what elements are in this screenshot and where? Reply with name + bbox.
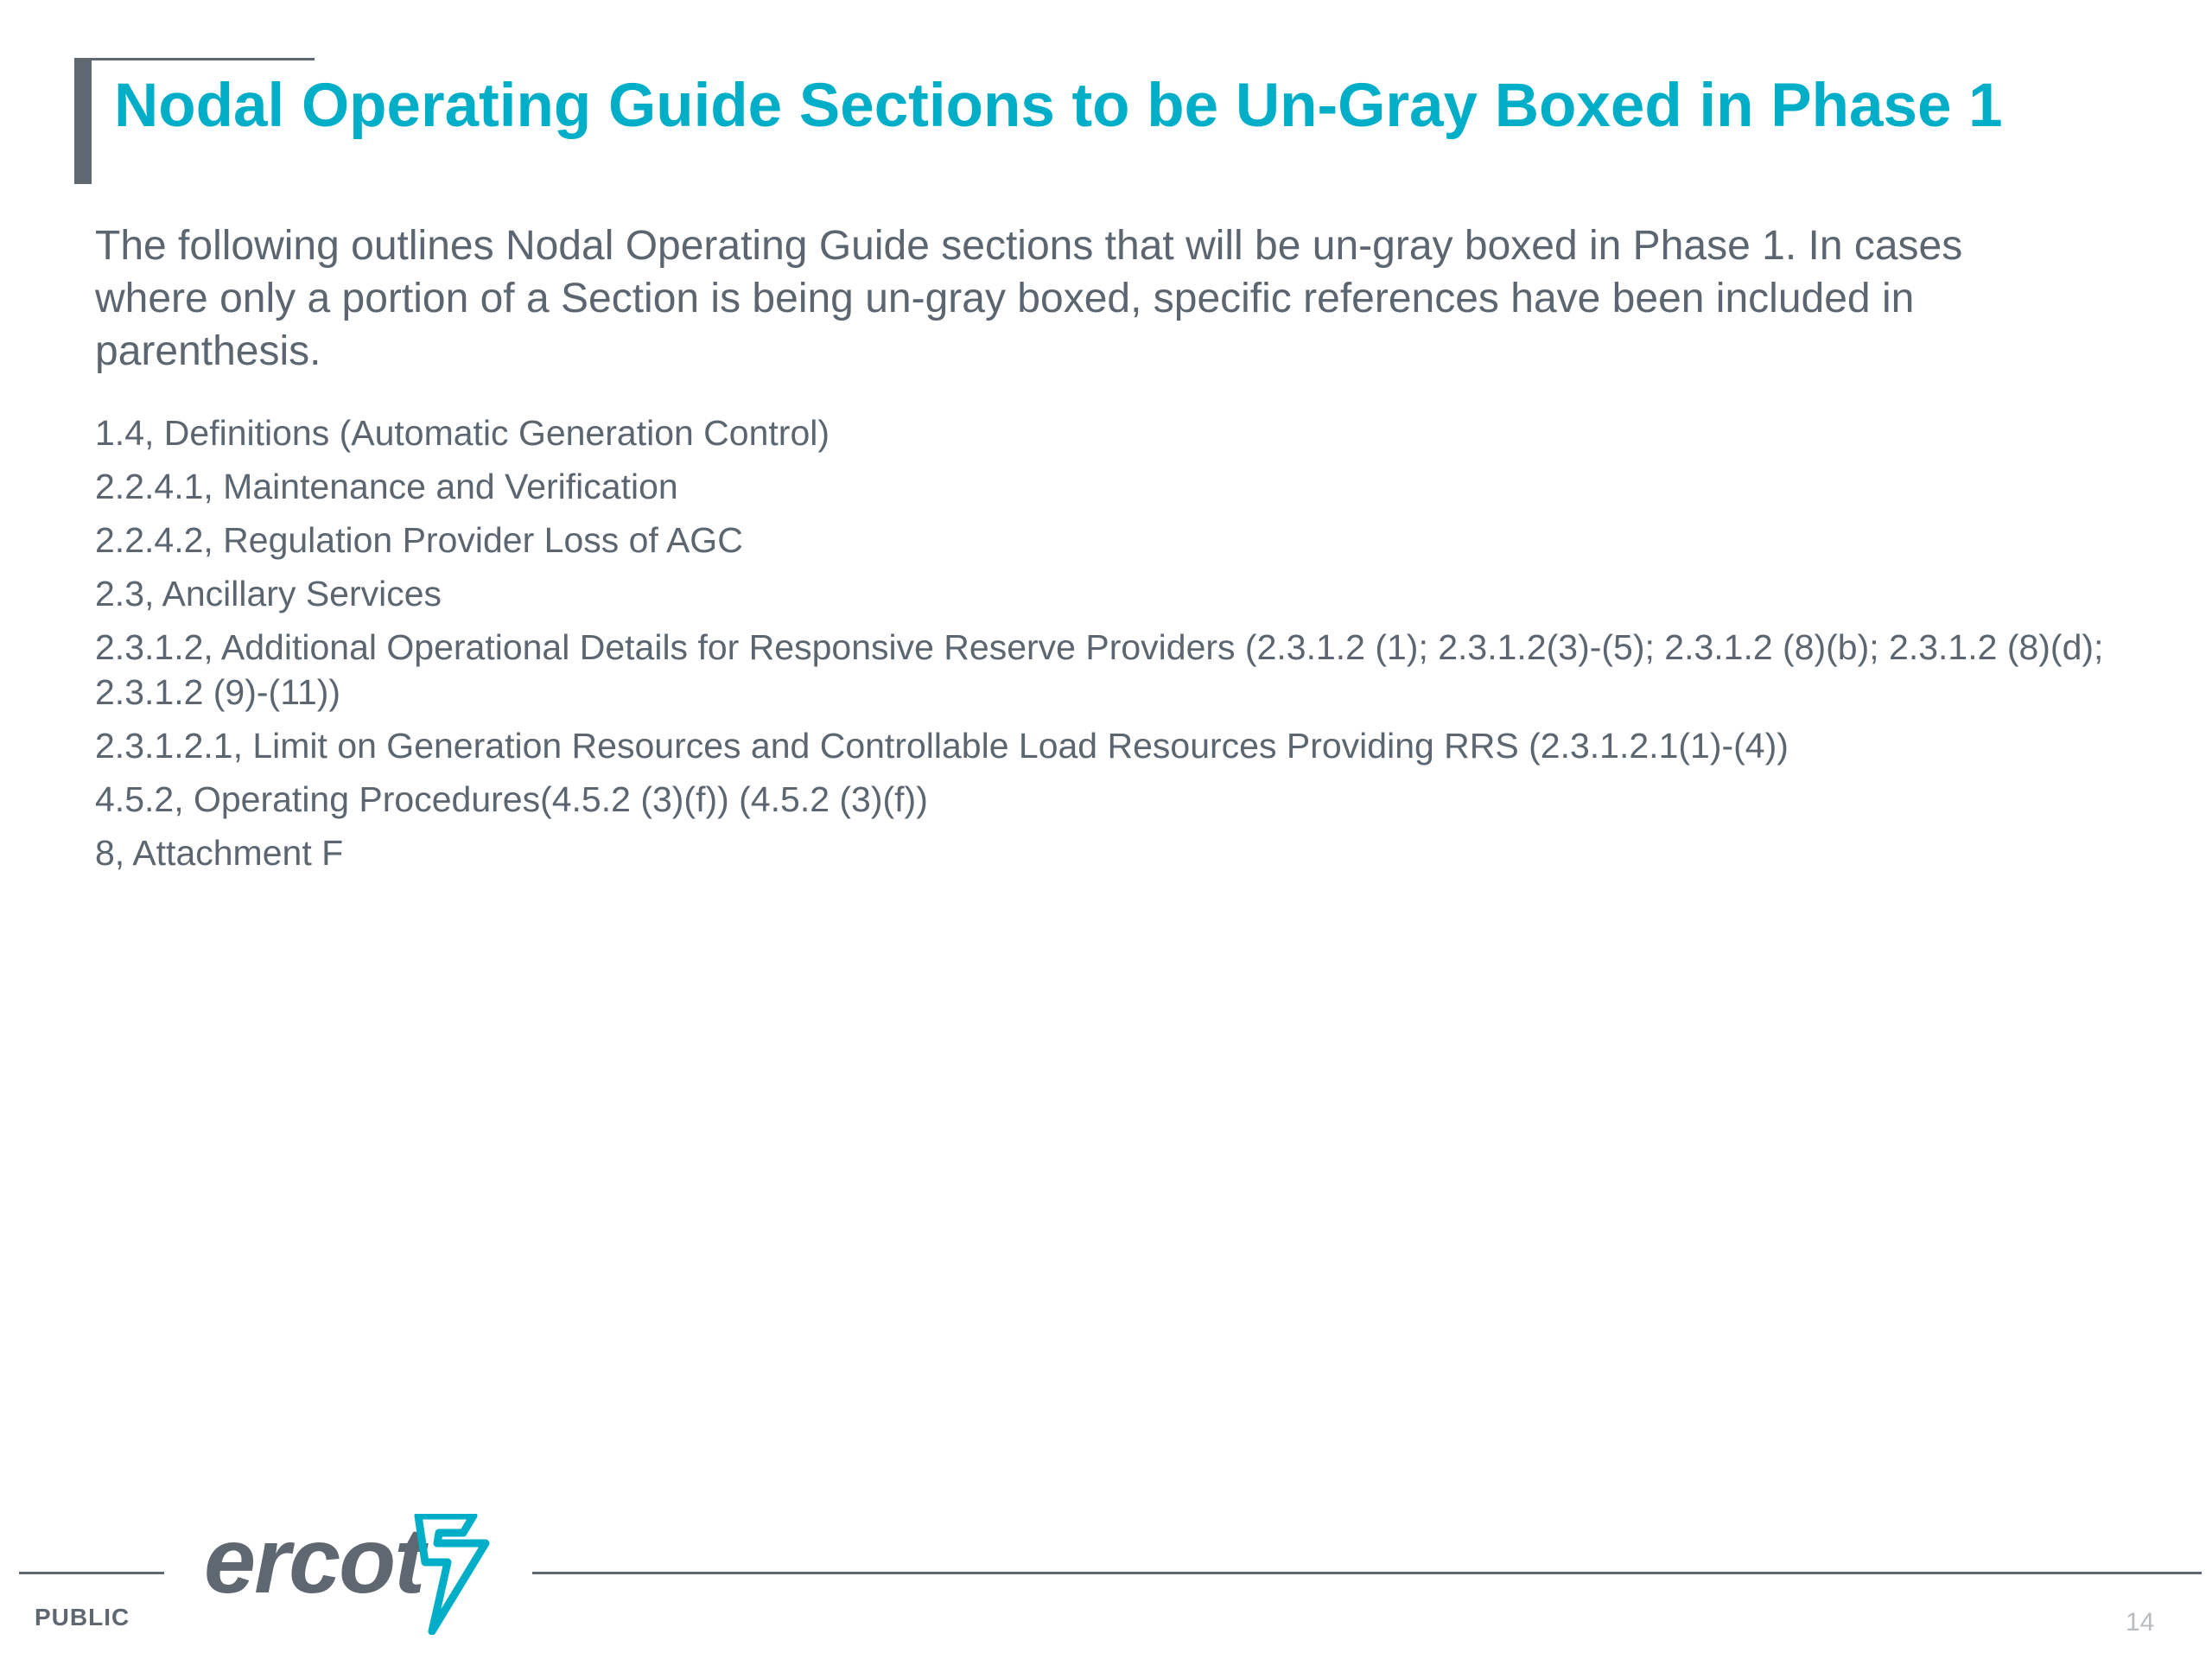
list-item: 2.3.1.2, Additional Operational Details for Responsive Reserve Providers (2.3.1.2 (1); 2.3.1.2(3)-(5); 2.3.1.2 (8)(b); 2.3.1.2 (8)(d); 2.3.1.2 (9)-(11)) bbox=[95, 627, 2104, 712]
title-accent-bar bbox=[74, 58, 92, 184]
lightning-bolt-icon bbox=[403, 1514, 498, 1635]
classification-label: PUBLIC bbox=[35, 1604, 130, 1630]
footer-rule-right bbox=[532, 1572, 2202, 1574]
section-list bbox=[95, 410, 2117, 884]
ercot-logo bbox=[204, 1508, 498, 1635]
list-item: 2.3.1.2.1, Limit on Generation Resources and Controllable Load Resources Providing RRS (2.3.1.2.1(1)-(4)) bbox=[95, 726, 1789, 766]
list-item: 1.4, Definitions (Automatic Generation Control) bbox=[95, 413, 830, 453]
list-item: 4.5.2, Operating Procedures(4.5.2 (3)(f)) (4.5.2 (3)(f)) bbox=[95, 779, 928, 819]
title-accent-rule bbox=[74, 58, 315, 60]
footer-rule-left bbox=[19, 1572, 164, 1574]
logo-wordmark: ercot bbox=[204, 1508, 424, 1612]
intro-paragraph: The following outlines Nodal Operating Guide sections that will be un-gray boxed in Phase 1. In cases where only a portion of a Section is being un-gray boxed, specific references have been included in parenthesis. bbox=[95, 223, 1963, 374]
list-item: 2.2.4.1, Maintenance and Verification bbox=[95, 467, 678, 506]
slide-title: Nodal Operating Guide Sections to be Un-Gray Boxed in Phase 1 bbox=[114, 72, 2003, 140]
page-number: 14 bbox=[2126, 1608, 2155, 1637]
list-item: 2.2.4.2, Regulation Provider Loss of AGC bbox=[95, 520, 743, 560]
list-item: 2.3, Ancillary Services bbox=[95, 574, 442, 613]
list-item: 8, Attachment F bbox=[95, 833, 344, 873]
